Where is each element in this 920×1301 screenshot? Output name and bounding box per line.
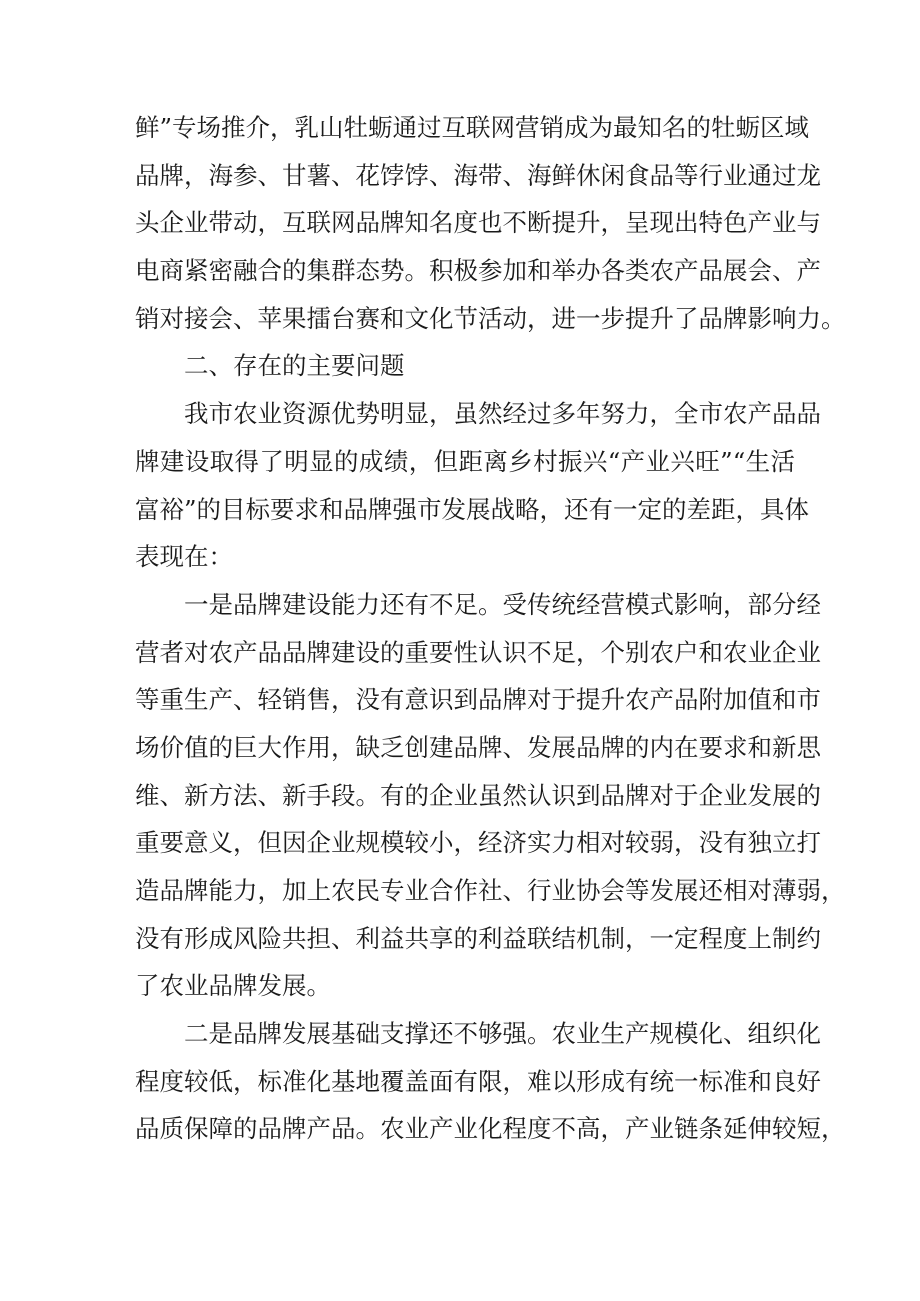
paragraph-first-line: 我市农业资源优势明显，虽然经过多年努力，全市农产品品 [184,399,821,429]
paragraph-first-line: 二是品牌发展基础支撑还不够强。农业生产规模化、组织化 [184,1019,821,1049]
paragraph-first-line: 二、存在的主要问题 [184,351,405,381]
text-line: 场价值的巨大作用，缺乏创建品牌、发展品牌的内在要求和新思 [135,732,821,762]
text-line: 没有形成风险共担、利益共享的利益联结机制，一定程度上制约 [135,923,821,953]
text-line: 营者对农产品品牌建设的重要性认识不足，个别农户和农业企业 [135,637,821,667]
text-line: 富裕”的目标要求和品牌强市发展战略，还有一定的差距，具体 [135,494,810,524]
document-body [135,104,846,1153]
paragraph-first-line: 一是品牌建设能力还有不足。受传统经营模式影响，部分经 [184,589,821,619]
text-line: 等重生产、轻销售，没有意识到品牌对于提升农产品附加值和市 [135,685,821,715]
text-line: 表现在： [135,542,233,572]
text-line: 鲜”专场推介，乳山牡蛎通过互联网营销成为最知名的牡蛎区域 [135,113,810,142]
text-line: 了农业品牌发展。 [135,971,331,1001]
text-line: 造品牌能力，加上农民专业合作社、行业协会等发展还相对薄弱， [135,876,846,905]
text-line: 销对接会、苹果擂台赛和文化节活动，进一步提升了品牌影响力。 [135,303,846,333]
text-line: 头企业带动，互联网品牌知名度也不断提升，呈现出特色产业与 [135,208,821,238]
text-line: 程度较低，标准化基地覆盖面有限，难以形成有统一标准和良好 [135,1066,821,1096]
text-line: 维、新方法、新手段。有的企业虽然认识到品牌对于企业发展的 [135,780,821,810]
text-line: 重要意义，但因企业规模较小，经济实力相对较弱，没有独立打 [135,828,821,858]
text-line: 牌建设取得了明显的成绩，但距离乡村振兴“产业兴旺”“生活 [135,446,795,476]
text-line: 电商紧密融合的集群态势。积极参加和举办各类农产品展会、产 [135,256,821,286]
text-line: 品牌，海参、甘薯、花饽饽、海带、海鲜休闲食品等行业通过龙 [135,160,821,190]
text-line: 品质保障的品牌产品。农业产业化程度不高，产业链条延伸较短， [135,1114,846,1144]
